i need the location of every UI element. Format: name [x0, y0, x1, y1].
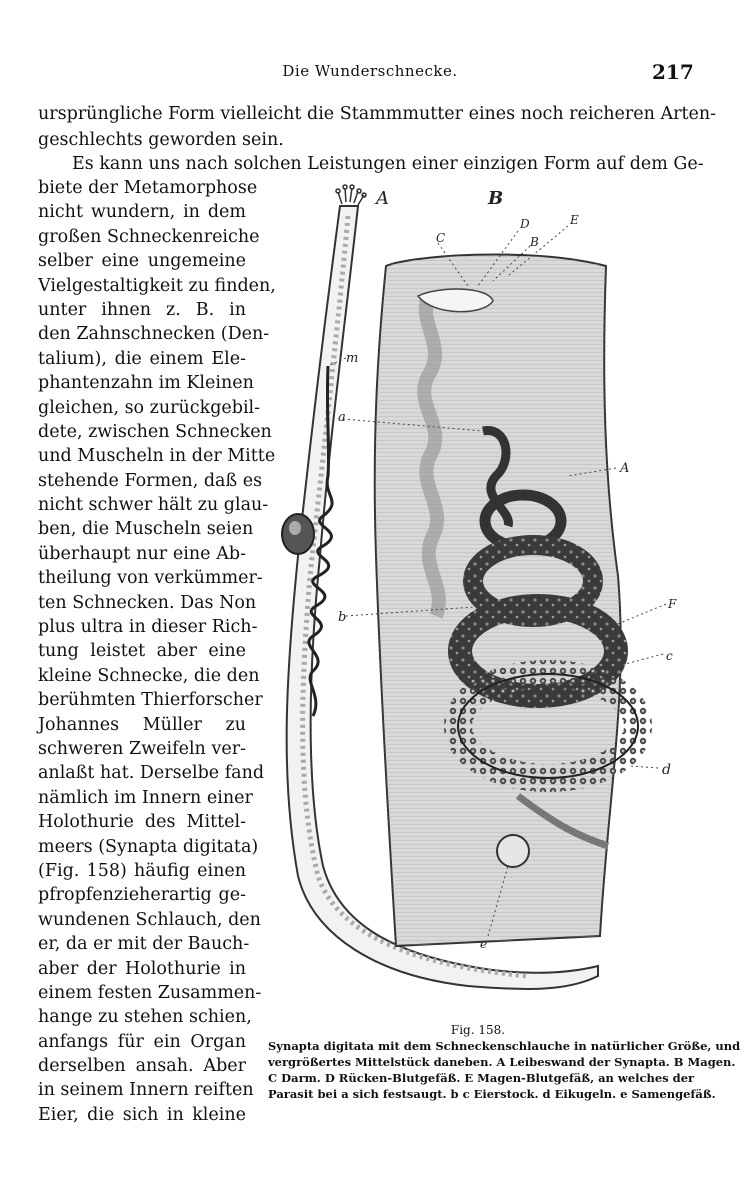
column-text-line: er, da er mit der Bauch-	[38, 934, 250, 955]
figure-caption	[268, 1022, 741, 1102]
label-A-top: A	[376, 188, 389, 209]
column-text-line: pfropfenzieherartig ge-	[38, 885, 246, 906]
synapta-tentacles	[336, 185, 366, 205]
column-text-line: biete der Metamorphose	[38, 178, 258, 198]
column-text-line: aber der Holothurie in	[38, 958, 246, 979]
figure-158-illustration	[268, 176, 688, 1021]
caption-line: vergrößertes Mittelstück daneben. A Leibeswand der Synapta. B Magen.	[268, 1055, 736, 1069]
seminal-vessel	[497, 835, 529, 867]
column-text-line: theilung von verkümmer-	[38, 568, 263, 589]
label-d: d	[662, 762, 671, 778]
column-text-line: in seinem Innern reiften	[38, 1080, 254, 1101]
caption-line: Parasit bei a sich festsaugt. b c Eierstock. d Eikugeln. e Samengefäß.	[268, 1087, 716, 1101]
intro-line-2: geschlechts geworden sein.	[38, 130, 284, 150]
running-title: Die Wunderschnecke.	[282, 62, 458, 80]
column-text-line: dete, zwischen Schnecken	[38, 421, 272, 442]
column-text-line: ben, die Muscheln seien	[38, 519, 254, 540]
column-text-line: Holothurie des Mittel-	[38, 812, 246, 833]
column-text-line: gleichen, so zurückgebil-	[38, 397, 261, 418]
label-e: e	[480, 937, 488, 951]
figure-number: Fig. 158.	[450, 1023, 506, 1037]
label-b: b	[338, 610, 347, 625]
label-A-right: A	[620, 461, 630, 476]
column-text-line: einem festen Zusammen-	[38, 982, 262, 1003]
caption-line: C Darm. D Rücken-Blutgefäß. E Magen-Blutgefäß, an welches der	[268, 1071, 695, 1085]
page-number: 217	[652, 60, 694, 84]
label-B-top: B	[488, 188, 504, 209]
label-D: D	[520, 217, 530, 231]
text-column	[38, 176, 276, 1127]
label-F: F	[668, 597, 677, 611]
column-text-line: Eier, die sich in kleine	[38, 1104, 246, 1125]
column-text-line: (Fig. 158) häufig einen	[38, 860, 246, 881]
column-text-line: großen Schneckenreiche	[38, 226, 260, 247]
column-text-line: und Muscheln in der Mitte	[38, 446, 276, 467]
label-c: c	[666, 649, 673, 663]
column-text-line: tung leistet aber eine	[38, 641, 246, 662]
column-text-line: überhaupt nur eine Ab-	[38, 543, 246, 564]
column-text-line: plus ultra in dieser Rich-	[38, 617, 258, 638]
column-text-line: den Zahnschnecken (Den-	[38, 324, 270, 345]
column-text-line: selber eine ungemeine	[38, 251, 246, 272]
label-m: m	[346, 351, 359, 366]
intro-line-3: Es kann uns nach solchen Leistungen einer einzigen Form auf dem Ge-	[72, 154, 704, 174]
label-a: a	[338, 410, 346, 425]
intro-line-1: ursprüngliche Form vielleicht die Stammmutter eines noch reicheren Arten-	[38, 104, 717, 124]
label-B-inner: B	[530, 235, 539, 249]
column-text-line: phantenzahn im Kleinen	[38, 373, 254, 394]
column-text-line: kleine Schnecke, die den	[38, 665, 260, 686]
column-text-line: berühmten Thierforscher	[38, 690, 263, 711]
column-text-line: nicht schwer hält zu glau-	[38, 495, 269, 516]
column-text-line: anfangs für ein Organ	[38, 1031, 246, 1052]
column-text-line: schweren Zweifeln ver-	[38, 738, 246, 759]
column-text-line: nicht wundern, in dem	[38, 202, 246, 223]
column-text-line: derselben ansah. Aber	[38, 1056, 246, 1077]
column-text-line: unter ihnen z. B. in	[38, 299, 246, 320]
column-text-line: Johannes Müller zu	[38, 714, 246, 735]
column-text-line: hange zu stehen schien,	[38, 1007, 252, 1028]
caption-line: Synapta digitata mit dem Schneckenschlauche in natürlicher Größe, und	[268, 1039, 741, 1053]
column-text-line: Vielgestaltigkeit zu finden,	[38, 275, 276, 296]
column-text-line: stehende Formen, daß es	[38, 470, 263, 491]
column-text-line: ten Schnecken. Das Non	[38, 592, 257, 613]
label-E: E	[570, 213, 579, 227]
column-text-line: wundenen Schlauch, den	[38, 909, 261, 930]
column-text-line: meers (Synapta digitata)	[38, 836, 259, 857]
column-text-line: anlaßt hat. Derselbe fand	[38, 763, 265, 784]
label-C: C	[436, 231, 446, 245]
column-text-line: talium), die einem Ele-	[38, 348, 246, 369]
column-text-line: nämlich im Innern einer	[38, 787, 253, 808]
enlarged-body-section	[328, 226, 666, 946]
